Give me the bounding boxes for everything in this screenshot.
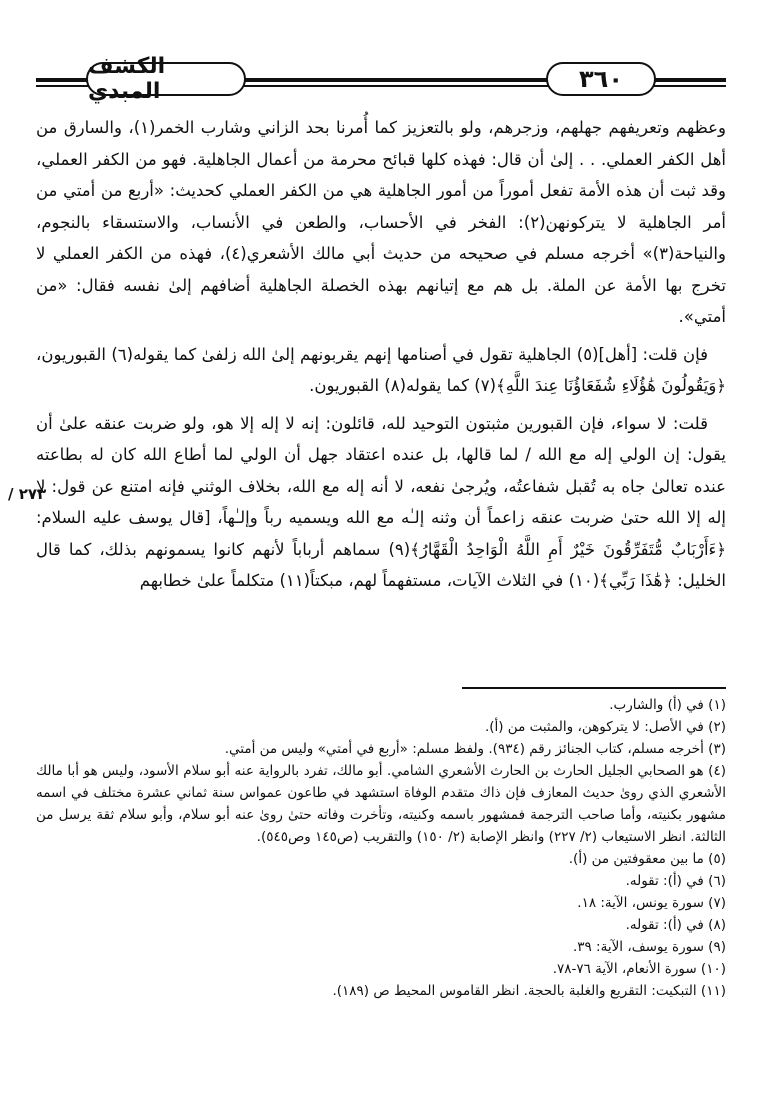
- footnote-1: (١) في (أ) والشارب.: [609, 697, 726, 713]
- footnote-6: (٦) في (أ): تقوله.: [625, 873, 726, 889]
- footnote-7: (٧) سورة يونس، الآية: ١٨.: [577, 895, 726, 911]
- footnote-3: (٣) أخرجه مسلم، كتاب الجنائز رقم (٩٣٤). ولفظ مسلم: «أربع في أمتي» وليس من أمتي.: [224, 741, 726, 757]
- footnote-10: (١٠) سورة الأنعام، الآية ٧٦-٧٨.: [552, 961, 726, 977]
- page-number: ٣٦٠: [546, 62, 656, 96]
- footnote-5: (٥) ما بين معقوفتين من (أ).: [568, 851, 726, 867]
- paragraph-3: قلت: لا سواء، فإن القبورين مثبتون التوحيد لله، قائلون: إنه لا إله إلا هو، ولو ضربت عنقه علىٰ أن يقول: إن الولي إله مع الله / لما قالها، بل عنده اعتقاد جهل أن الولي لما أطاع الله كان له بطاعته عنده تعالىٰ جاه به تُقبل شفاعتُه، ويُرجىٰ نفعه، لا أنه إله مع الله، بخلاف الوثني فإنه امتنع عن قول: لا إله إلا الله حتىٰ ضربت عنقه زاعماً أن وثنه إلـٰه مع الله ويسميه رباً وإلـٰهاً، [قال يوسف عليه السلام: ﴿ءَأَرْبَابٌ مُّتَفَرِّقُونَ خَيْرٌ أَمِ اللَّهُ الْوَاحِدُ الْقَهَّارُ﴾(٩) سماهم أرباباً لأنهم كانوا يسمونهم بذلك، كما قال الخليل: ﴿هَٰذَا رَبِّي﴾(١٠) في الثلاث الآيات، مستفهماً لهم، مبكتاً(١١) متكلماً علىٰ خطابهم: [36, 413, 726, 590]
- footnote-separator: [462, 687, 726, 689]
- running-title: الكشف المبدي: [86, 62, 246, 96]
- footnote-2: (٢) في الأصل: لا يتركوهن، والمثبت من (أ).: [484, 719, 726, 735]
- footnote-8: (٨) في (أ): تقوله.: [625, 917, 726, 933]
- footnote-9: (٩) سورة يوسف، الآية: ٣٩.: [572, 939, 726, 955]
- footnote-11: (١١) التبكيت: التقريع والغلبة بالحجة. انظر القاموس المحيط ص (١٨٩).: [332, 983, 726, 999]
- paragraph-1: وعظهم وتعريفهم جهلهم، وزجرهم، ولو بالتعزيز كما أُمرنا بحد الزاني وشارب الخمر(١)، والسارق من أهل الكفر العملي. . . إلىٰ أن قال: فهذه كلها قبائح محرمة من أعمال الجاهلية. فهو من الكفر العملي، وقد ثبت أن هذه الأمة تفعل أموراً من أمور الجاهلية هي من الكفر العملي كحديث: «أربع من أمتي من أمر الجاهلية لا يتركونهن(٢): الفخر في الأحساب، والطعن في الأنساب، والاستسقاء بالنجوم، والنياحة(٣)» أخرجه مسلم في صحيحه من حديث أبي مالك الأشعري(٤)، فهذه من الكفر العملي لا تخرج بها الأمة عن الملة. بل هم مع إتيانهم بهذه الخصلة الجاهلية أضافهم إلىٰ نفسه فقال: «من أمتي».: [36, 118, 727, 326]
- manuscript-folio-marker: / ٢٧٣: [8, 485, 47, 503]
- page-header: [36, 54, 726, 104]
- footnotes: [36, 694, 726, 1002]
- paragraph-2: فإن قلت: [أهل](٥) الجاهلية تقول في أصنامها إنهم يقربونهم إلىٰ الله زلفىٰ كما يقوله(٦) القبوريون، ﴿وَيَقُولُونَ هَٰؤُلَاءِ شُفَعَاؤُنَا عِندَ اللَّهِ﴾(٧) كما يقوله(٨) القبوريون.: [36, 344, 726, 395]
- main-text: [36, 112, 726, 603]
- footnote-4: (٤) هو الصحابي الجليل الحارث بن الحارث الأشعري الشامي. أبو مالك، تفرد بالرواية عنه أبو سلام الأسود، وليس هو أبا مالك الأشعري الذي روىٰ حديث المعازف فإن ذاك متقدم الوفاة استشهد في طاعون عمواس سنة ثماني عشرة مختلف في اسمه مشهور بكنيته، وأما صاحب الترجمة فمشهور باسمه وكنيته، وتأخرت وفاته حتىٰ روىٰ عنه أبو سلام، وأبو سلام ثقة يرسل من الثالثة. انظر الاستيعاب (٢/ ٢٢٧) وانظر الإصابة (٢/ ١٥٠) والتقريب (ص١٤٥ وص٥٤٥).: [36, 763, 726, 845]
